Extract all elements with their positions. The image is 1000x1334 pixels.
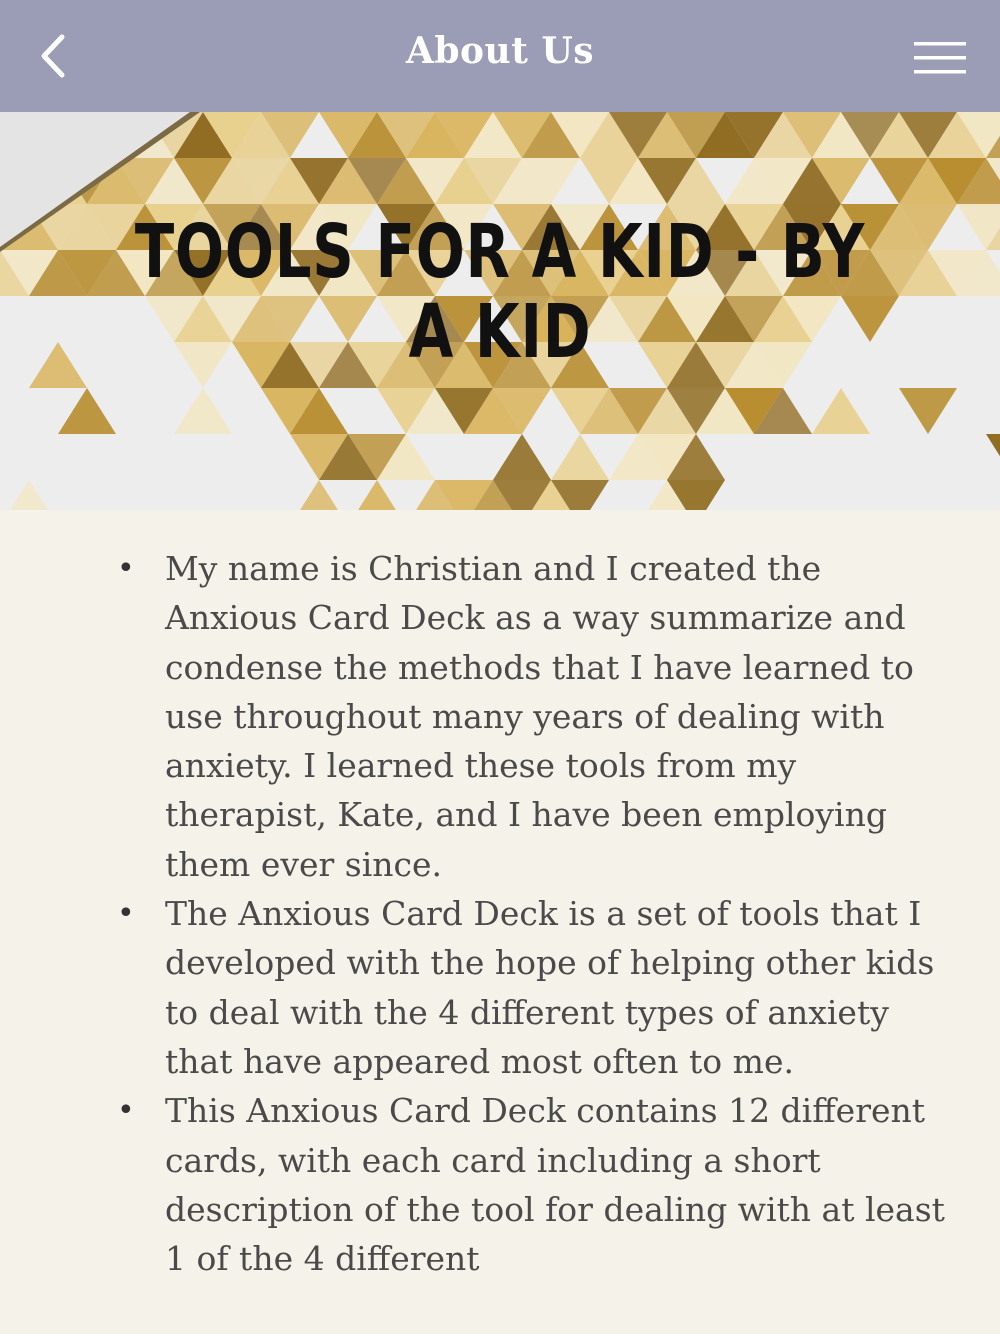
hamburger-menu-icon [912, 34, 972, 84]
about-list-item [117, 1086, 960, 1283]
hero-banner [0, 112, 1000, 510]
back-button[interactable] [24, 26, 84, 86]
about-list [0, 510, 1000, 1283]
page-title: About Us [405, 30, 595, 72]
banner-title: TOOLS FOR A KID - BY A KID [134, 209, 866, 375]
bullet-icon: • [117, 896, 135, 932]
about-list-item [117, 889, 960, 1086]
top-app-bar [0, 0, 1000, 112]
menu-button[interactable] [912, 34, 972, 84]
bullet-icon: • [117, 551, 135, 586]
bullet-icon: • [117, 1093, 135, 1129]
about-list-text: My name is Christian and I created the Anxious Card Deck as a way summarize and condense the methods that I have learned to use throughout many years of dealing with anxiety. I learned these tools from my therapist, Kate, and I have been employing them ever since. [165, 549, 914, 884]
about-list-text: This Anxious Card Deck contains 12 different cards, with each card including a short description of the tool for dealing with at least 1 of the 4 different [165, 1091, 945, 1279]
about-content [0, 510, 1000, 1334]
about-list-text: The Anxious Card Deck is a set of tools that I developed with the hope of helping other kids to deal with the 4 different types of anxiety that have appeared most often to me. [165, 894, 935, 1081]
about-list-item [117, 544, 960, 889]
chevron-left-icon [34, 31, 74, 81]
